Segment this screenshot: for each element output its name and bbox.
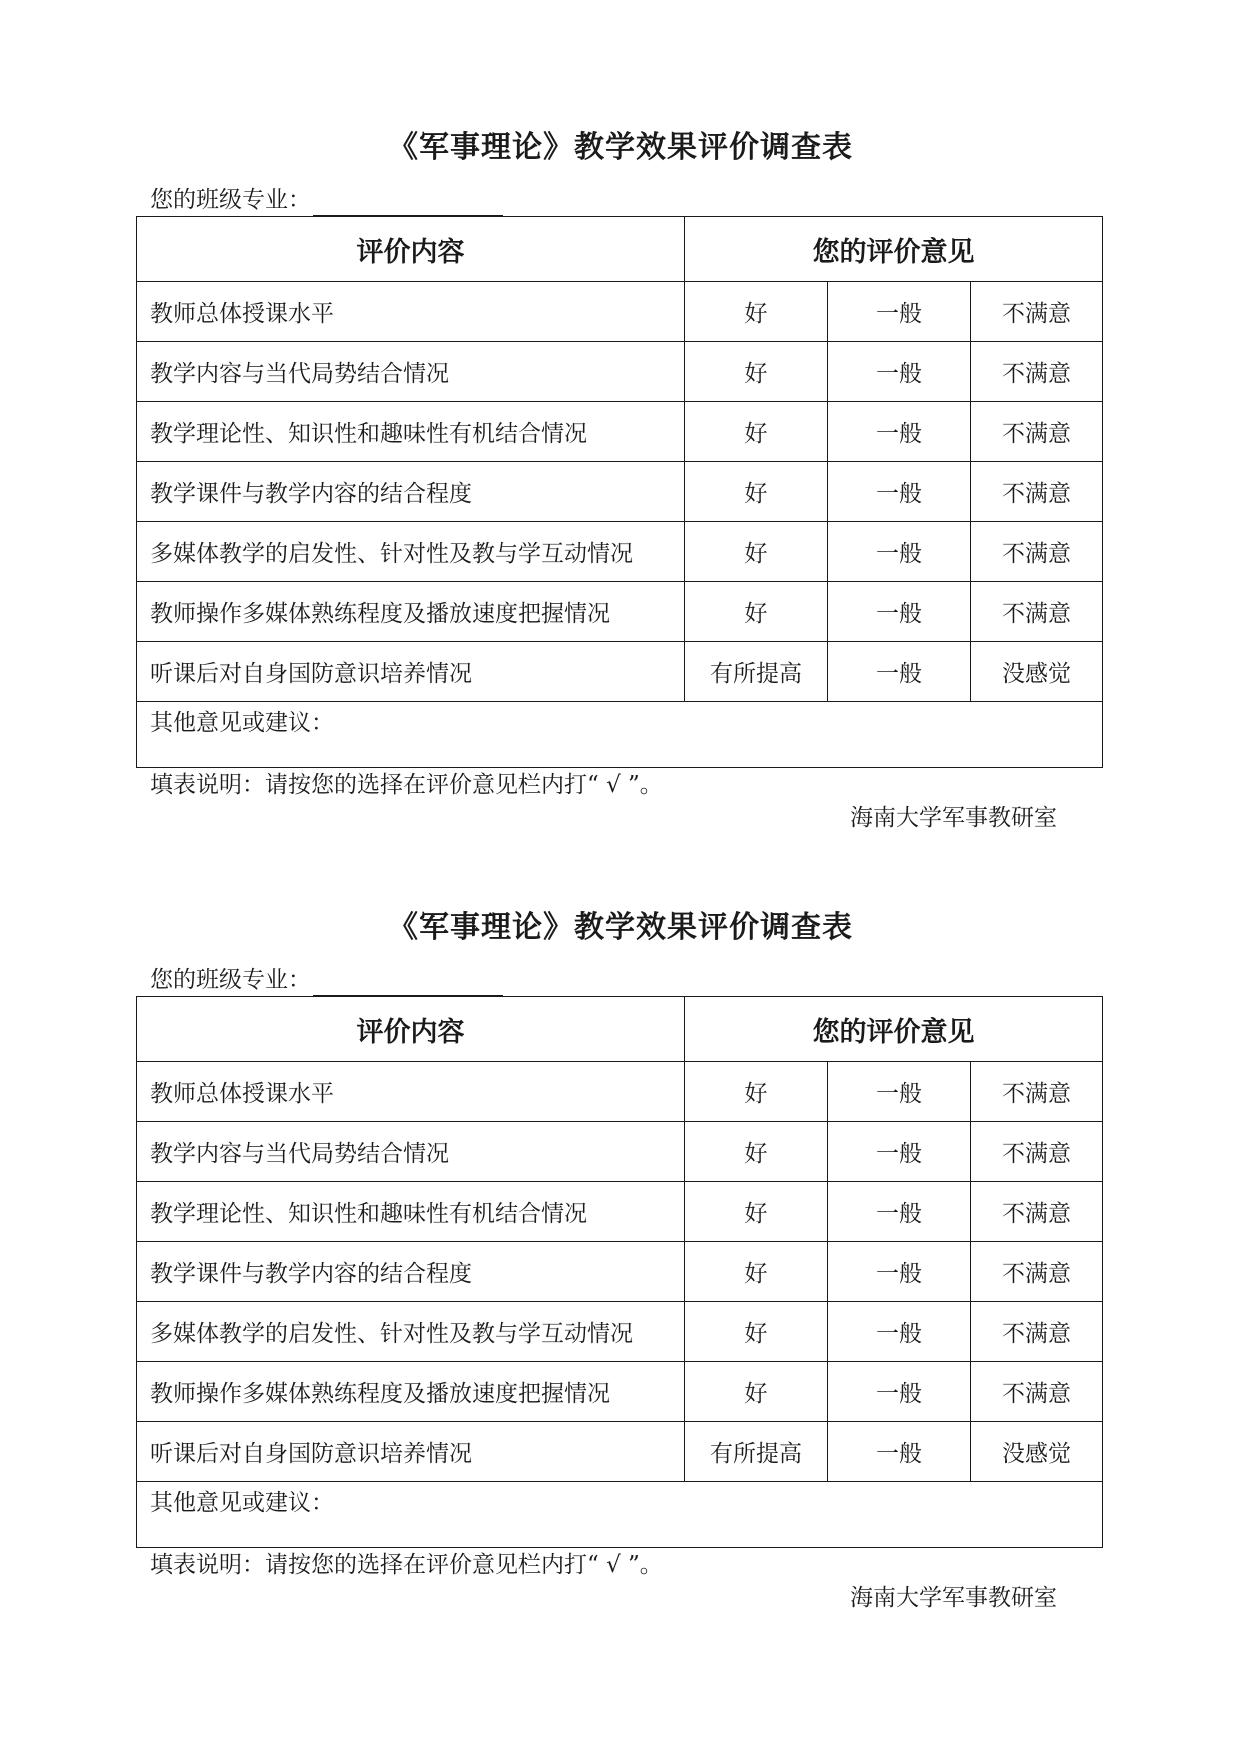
option-cell[interactable]: 有所提高 — [685, 1422, 828, 1482]
fill-instructions: 填表说明：请按您的选择在评价意见栏内打“ √ ”。 — [150, 772, 663, 798]
row-item: 听课后对自身国防意识培养情况 — [137, 1422, 685, 1482]
option-cell[interactable]: 一般 — [828, 462, 971, 522]
row-item: 教学理论性、知识性和趣味性有机结合情况 — [137, 402, 685, 462]
row-item: 多媒体教学的启发性、针对性及教与学互动情况 — [137, 522, 685, 582]
row-item: 教师操作多媒体熟练程度及播放速度把握情况 — [137, 582, 685, 642]
fill-instructions: 填表说明：请按您的选择在评价意见栏内打“ √ ”。 — [150, 1552, 663, 1578]
option-cell[interactable]: 一般 — [828, 1122, 971, 1182]
option-cell[interactable]: 没感觉 — [971, 1422, 1103, 1482]
option-cell[interactable]: 一般 — [828, 1362, 971, 1422]
other-suggestions-row — [137, 1482, 1103, 1548]
table-row — [137, 1182, 1103, 1242]
option-cell[interactable]: 不满意 — [971, 462, 1103, 522]
option-cell[interactable]: 一般 — [828, 282, 971, 342]
row-item: 教学课件与教学内容的结合程度 — [137, 1242, 685, 1302]
form-title: 《军事理论》教学效果评价调查表 — [388, 910, 853, 945]
table-row — [137, 1062, 1103, 1122]
option-cell[interactable]: 一般 — [828, 1422, 971, 1482]
table-row — [137, 342, 1103, 402]
option-cell[interactable]: 有所提高 — [685, 642, 828, 702]
table-row — [137, 1242, 1103, 1302]
option-cell[interactable]: 好 — [685, 282, 828, 342]
option-cell[interactable]: 一般 — [828, 402, 971, 462]
option-cell[interactable]: 不满意 — [971, 522, 1103, 582]
table-row — [137, 1422, 1103, 1482]
header-content: 评价内容 — [137, 997, 685, 1062]
table-header-row — [137, 997, 1103, 1062]
option-cell[interactable]: 好 — [685, 462, 828, 522]
table-row — [137, 1362, 1103, 1422]
option-cell[interactable]: 不满意 — [971, 1362, 1103, 1422]
row-item: 教师总体授课水平 — [137, 282, 685, 342]
option-cell[interactable]: 一般 — [828, 522, 971, 582]
row-item: 多媒体教学的启发性、针对性及教与学互动情况 — [137, 1302, 685, 1362]
option-cell[interactable]: 一般 — [828, 1242, 971, 1302]
option-cell[interactable]: 不满意 — [971, 1182, 1103, 1242]
table-row — [137, 582, 1103, 642]
header-content: 评价内容 — [137, 217, 685, 282]
option-cell[interactable]: 不满意 — [971, 1122, 1103, 1182]
table-row — [137, 1122, 1103, 1182]
option-cell[interactable]: 不满意 — [971, 402, 1103, 462]
option-cell[interactable]: 好 — [685, 1242, 828, 1302]
header-opinion: 您的评价意见 — [685, 997, 1103, 1062]
header-opinion: 您的评价意见 — [685, 217, 1103, 282]
row-item: 教师总体授课水平 — [137, 1062, 685, 1122]
row-item: 教学内容与当代局势结合情况 — [137, 1122, 685, 1182]
option-cell[interactable]: 一般 — [828, 1182, 971, 1242]
class-major-blank[interactable] — [313, 191, 503, 216]
option-cell[interactable]: 好 — [685, 1362, 828, 1422]
other-suggestions-field[interactable]: 其他意见或建议： — [137, 702, 1103, 768]
class-major-line — [150, 964, 503, 996]
other-suggestions-field[interactable]: 其他意见或建议： — [137, 1482, 1103, 1548]
class-major-line — [150, 184, 503, 216]
form-title: 《军事理论》教学效果评价调查表 — [388, 130, 853, 165]
evaluation-table — [136, 216, 1103, 768]
option-cell[interactable]: 一般 — [828, 582, 971, 642]
row-item: 教学理论性、知识性和趣味性有机结合情况 — [137, 1182, 685, 1242]
option-cell[interactable]: 不满意 — [971, 1242, 1103, 1302]
option-cell[interactable]: 好 — [685, 342, 828, 402]
table-row — [137, 642, 1103, 702]
option-cell[interactable]: 不满意 — [971, 1062, 1103, 1122]
option-cell[interactable]: 好 — [685, 402, 828, 462]
table-header-row — [137, 217, 1103, 282]
option-cell[interactable]: 一般 — [828, 642, 971, 702]
other-suggestions-row — [137, 702, 1103, 768]
table-row — [137, 522, 1103, 582]
row-item: 听课后对自身国防意识培养情况 — [137, 642, 685, 702]
option-cell[interactable]: 好 — [685, 1182, 828, 1242]
option-cell[interactable]: 好 — [685, 582, 828, 642]
table-row — [137, 282, 1103, 342]
option-cell[interactable]: 好 — [685, 1302, 828, 1362]
option-cell[interactable]: 不满意 — [971, 282, 1103, 342]
option-cell[interactable]: 不满意 — [971, 342, 1103, 402]
class-major-label: 您的班级专业： — [150, 967, 311, 993]
organization-name: 海南大学军事教研室 — [850, 1585, 1057, 1611]
row-item: 教学课件与教学内容的结合程度 — [137, 462, 685, 522]
option-cell[interactable]: 没感觉 — [971, 642, 1103, 702]
table-row — [137, 1302, 1103, 1362]
row-item: 教师操作多媒体熟练程度及播放速度把握情况 — [137, 1362, 685, 1422]
option-cell[interactable]: 一般 — [828, 342, 971, 402]
option-cell[interactable]: 一般 — [828, 1062, 971, 1122]
option-cell[interactable]: 不满意 — [971, 582, 1103, 642]
row-item: 教学内容与当代局势结合情况 — [137, 342, 685, 402]
table-row — [137, 462, 1103, 522]
evaluation-table — [136, 996, 1103, 1548]
option-cell[interactable]: 好 — [685, 522, 828, 582]
class-major-blank[interactable] — [313, 971, 503, 996]
class-major-label: 您的班级专业： — [150, 187, 311, 213]
option-cell[interactable]: 好 — [685, 1122, 828, 1182]
option-cell[interactable]: 一般 — [828, 1302, 971, 1362]
option-cell[interactable]: 好 — [685, 1062, 828, 1122]
table-row — [137, 402, 1103, 462]
option-cell[interactable]: 不满意 — [971, 1302, 1103, 1362]
organization-name: 海南大学军事教研室 — [850, 805, 1057, 831]
